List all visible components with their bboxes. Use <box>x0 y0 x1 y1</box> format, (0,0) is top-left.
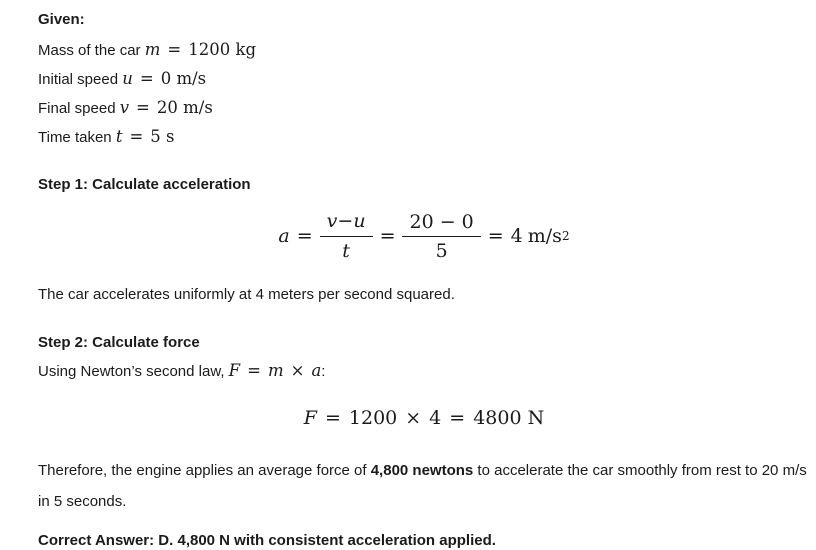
equals-sign: = <box>296 225 313 247</box>
given-item-final-speed <box>38 94 810 123</box>
step1-heading: Step 1: Calculate acceleration <box>38 176 251 193</box>
fraction-denominator: 5 <box>435 239 448 262</box>
given-list <box>38 36 810 152</box>
math-variable-F: F <box>303 407 317 429</box>
correct-answer-line: Correct Answer: D. 4,800 N with consistent acceleration applied. <box>38 532 496 549</box>
times-sign: × <box>290 361 305 380</box>
math-variable-a: a <box>278 225 290 247</box>
force-formula <box>38 407 810 429</box>
math-value: 0 m/s <box>160 69 207 88</box>
fraction-numeric <box>402 211 480 262</box>
result-unit: m/s <box>527 225 562 247</box>
given-label: Time taken <box>38 129 116 146</box>
math-variable: m <box>144 40 161 59</box>
math-variable: u <box>122 69 133 88</box>
math-value: 5 s <box>150 127 175 146</box>
fraction-numerator <box>320 210 373 237</box>
given-label: Mass of the car <box>38 42 145 59</box>
fraction-numerator: 20 − 0 <box>402 211 480 237</box>
factor-mass: 1200 <box>348 407 398 429</box>
equals-sign: = <box>247 361 261 380</box>
minus-sign: − <box>337 210 354 232</box>
math-variable-m: m <box>267 361 284 380</box>
given-label: Final speed <box>38 100 120 117</box>
math-variable-F: F <box>228 361 241 380</box>
math-variable-v: v <box>326 210 338 232</box>
given-heading: Given: <box>38 11 85 28</box>
force-result: 4800 N <box>473 407 545 429</box>
math-variable: v <box>119 98 130 117</box>
equals-sign: = <box>136 98 150 117</box>
step1-caption: The car accelerates uniformly at 4 meters per second squared. <box>38 286 455 303</box>
fraction-denominator: t <box>342 240 350 262</box>
math-value: 20 m/s <box>156 98 213 117</box>
intro-suffix: : <box>321 363 326 380</box>
acceleration-formula <box>38 210 810 262</box>
equals-sign: = <box>129 127 144 146</box>
step2-heading: Step 2: Calculate force <box>38 334 200 351</box>
conclusion-prefix: Therefore, the engine applies an average force of <box>38 462 371 479</box>
given-item-mass <box>38 36 810 65</box>
equals-sign: = <box>487 225 504 247</box>
conclusion-suffix: to accelerate the car smoothly from rest to 20 m/s in 5 seconds. <box>38 462 807 510</box>
given-item-time <box>38 123 810 152</box>
conclusion-force-value: 4,800 newtons <box>370 462 474 479</box>
equals-sign: = <box>449 407 466 429</box>
math-value: 1200 kg <box>188 40 256 59</box>
equals-sign: = <box>167 40 182 59</box>
step2-intro <box>38 360 810 383</box>
result-exponent: 2 <box>561 229 570 243</box>
equals-sign: = <box>379 225 396 247</box>
given-label: Initial speed <box>38 71 123 88</box>
given-item-initial-speed <box>38 65 810 94</box>
math-variable-u: u <box>353 210 366 232</box>
math-variable-a: a <box>311 361 322 380</box>
equals-sign: = <box>324 407 341 429</box>
intro-text: Using Newton’s second law, <box>38 363 229 380</box>
times-sign: × <box>405 407 422 429</box>
result-value: 4 <box>510 225 523 247</box>
fraction-symbolic <box>320 210 373 262</box>
equals-sign: = <box>139 69 154 88</box>
factor-acceleration: 4 <box>429 407 442 429</box>
conclusion-paragraph <box>38 455 813 517</box>
math-variable: t <box>115 127 123 146</box>
